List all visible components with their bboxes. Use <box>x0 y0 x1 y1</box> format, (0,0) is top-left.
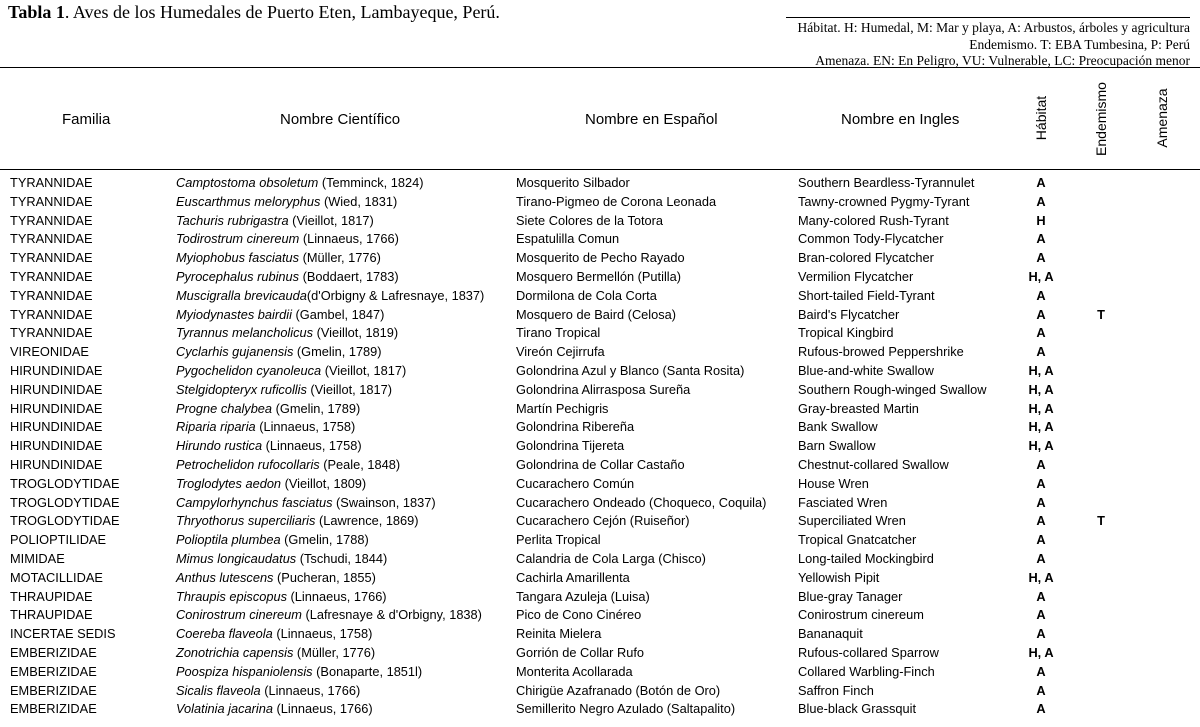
table-row <box>0 193 1200 212</box>
species-authority: (Vieillot, 1817) <box>306 381 392 397</box>
cell-nombre-ingles: Tropical Kingbird <box>798 325 894 341</box>
habitat-code: A <box>1036 663 1046 679</box>
table-row <box>0 343 1200 362</box>
cell-nombre-ingles: Yellowish Pipit <box>798 569 880 585</box>
cell-nombre-ingles: Superciliated Wren <box>798 513 906 529</box>
cell-nombre-ingles: Collared Warbling-Finch <box>798 663 935 679</box>
cell-nombre-cientifico <box>176 287 484 306</box>
cell-nombre-cientifico <box>176 362 406 381</box>
cell-nombre-espanol: Espatulilla Comun <box>516 231 620 247</box>
cell-nombre-ingles: Baird's Flycatcher <box>798 306 900 322</box>
cell-familia: HIRUNDINIDAE <box>10 362 103 378</box>
habitat-code: A <box>1036 250 1046 266</box>
species-authority: (Gambel, 1847) <box>291 306 385 322</box>
cell-nombre-ingles: Many-colored Rush-Tyrant <box>798 212 949 228</box>
habitat-code: A <box>1036 682 1046 698</box>
cell-nombre-espanol: Perlita Tropical <box>516 532 601 548</box>
cell-nombre-cientifico <box>176 230 399 249</box>
habitat-code: A <box>1036 513 1046 529</box>
cell-nombre-ingles: Short-tailed Field-Tyrant <box>798 287 935 303</box>
cell-nombre-cientifico <box>176 249 381 268</box>
cell-nombre-cientifico <box>176 174 424 193</box>
cell-nombre-espanol: Golondrina de Collar Castaño <box>516 456 685 472</box>
table-body <box>0 174 1200 719</box>
table-row <box>0 700 1200 719</box>
table-row <box>0 606 1200 625</box>
habitat-code: H, A <box>1028 268 1054 284</box>
species-name: Muscigralla brevicauda <box>176 287 307 303</box>
cell-nombre-ingles: Blue-black Grassquit <box>798 701 917 717</box>
habitat-code: H, A <box>1028 419 1054 435</box>
cell-nombre-cientifico <box>176 531 369 550</box>
cell-nombre-cientifico <box>176 381 392 400</box>
cell-nombre-cientifico <box>176 644 375 663</box>
habitat-code: H, A <box>1028 400 1054 416</box>
cell-familia: TYRANNIDAE <box>10 231 93 247</box>
species-authority: (Tschudi, 1844) <box>296 550 388 566</box>
cell-nombre-ingles: Bran-colored Flycatcher <box>798 250 934 266</box>
cell-nombre-espanol: Monterita Acollarada <box>516 663 633 679</box>
species-name: Thryothorus superciliaris <box>176 513 316 529</box>
cell-nombre-cientifico <box>176 550 387 569</box>
cell-nombre-cientifico <box>176 494 436 513</box>
habitat-code: A <box>1036 325 1046 341</box>
habitat-code: A <box>1036 231 1046 247</box>
cell-nombre-cientifico <box>176 456 400 475</box>
species-authority: (Linnaeus, 1758) <box>262 438 362 454</box>
species-name: Petrochelidon rufocollaris <box>176 456 320 472</box>
cell-nombre-ingles: Blue-and-white Swallow <box>798 362 934 378</box>
species-authority: (Linnaeus, 1766) <box>299 231 399 247</box>
species-authority: (Gmelin, 1789) <box>272 400 361 416</box>
cell-nombre-espanol: Cucarachero Cejón (Ruiseñor) <box>516 513 690 529</box>
cell-nombre-ingles: Conirostrum cinereum <box>798 607 924 623</box>
table-row <box>0 682 1200 701</box>
legend-divider <box>786 17 1190 18</box>
table-row <box>0 324 1200 343</box>
cell-familia: HIRUNDINIDAE <box>10 456 103 472</box>
header-nombre-espanol: Nombre en Español <box>585 111 718 128</box>
species-name: Coereba flaveola <box>176 626 273 642</box>
table-row <box>0 306 1200 325</box>
cell-nombre-espanol: Mosquerito Silbador <box>516 175 630 190</box>
habitat-code: A <box>1036 701 1046 717</box>
species-authority: (Vieillot, 1817) <box>321 362 407 378</box>
cell-familia: EMBERIZIDAE <box>10 682 97 698</box>
cell-nombre-espanol: Dormilona de Cola Corta <box>516 287 657 303</box>
cell-nombre-espanol: Mosquero de Baird (Celosa) <box>516 306 677 322</box>
cell-nombre-espanol: Pico de Cono Cinéreo <box>516 607 642 623</box>
cell-familia: TYRANNIDAE <box>10 268 93 284</box>
table-row <box>0 437 1200 456</box>
species-name: Cyclarhis gujanensis <box>176 344 294 360</box>
cell-nombre-ingles: Saffron Finch <box>798 682 874 698</box>
table-top-rule <box>0 67 1200 68</box>
table-row <box>0 230 1200 249</box>
species-name: Euscarthmus meloryphus <box>176 193 321 209</box>
cell-familia: EMBERIZIDAE <box>10 701 97 717</box>
species-authority: (Lawrence, 1869) <box>315 513 419 529</box>
species-authority: (Gmelin, 1789) <box>293 344 382 360</box>
species-name: Anthus lutescens <box>176 569 274 585</box>
cell-nombre-espanol: Tirano-Pigmeo de Corona Leonada <box>516 193 717 209</box>
legend <box>797 20 1190 70</box>
table-row <box>0 174 1200 193</box>
cell-nombre-ingles: Blue-gray Tanager <box>798 588 903 604</box>
cell-familia: TROGLODYTIDAE <box>10 475 120 491</box>
species-authority: (Müller, 1776) <box>299 250 381 266</box>
species-authority: (Linnaeus, 1766) <box>272 701 373 717</box>
species-name: Stelgidopteryx ruficollis <box>176 381 307 397</box>
cell-familia: TYRANNIDAE <box>10 287 93 303</box>
cell-nombre-espanol: Cucarachero Común <box>516 475 635 491</box>
species-name: Todirostrum cinereum <box>176 231 300 247</box>
cell-familia: MIMIDAE <box>10 550 65 566</box>
table-row <box>0 644 1200 663</box>
species-name: Troglodytes aedon <box>176 475 282 491</box>
species-authority: (Peale, 1848) <box>319 456 401 472</box>
habitat-code: A <box>1036 193 1046 209</box>
cell-nombre-espanol: Siete Colores de la Totora <box>516 212 664 228</box>
species-authority: (Temminck, 1824) <box>318 175 424 190</box>
cell-nombre-espanol: Chirigüe Azafranado (Botón de Oro) <box>516 682 721 698</box>
cell-nombre-cientifico <box>176 193 397 212</box>
cell-nombre-cientifico <box>176 268 399 287</box>
species-name: Campylorhynchus fasciatus <box>176 494 333 510</box>
species-name: Hirundo rustica <box>176 438 263 454</box>
cell-familia: INCERTAE SEDIS <box>10 626 116 642</box>
cell-nombre-espanol: Mosquero Bermellón (Putilla) <box>516 268 682 284</box>
cell-nombre-cientifico <box>176 400 360 419</box>
species-name: Myiodynastes bairdii <box>176 306 292 322</box>
cell-familia: THRAUPIDAE <box>10 588 93 604</box>
species-name: Progne chalybea <box>176 400 273 416</box>
table-row <box>0 456 1200 475</box>
habitat-code: H <box>1036 212 1046 228</box>
cell-nombre-cientifico <box>176 306 384 325</box>
cell-nombre-espanol: Calandria de Cola Larga (Chisco) <box>516 550 706 566</box>
species-authority: (Vieillot, 1817) <box>288 212 374 228</box>
cell-familia: TYRANNIDAE <box>10 193 93 209</box>
table-row <box>0 268 1200 287</box>
species-authority: (Pucheran, 1855) <box>273 569 376 585</box>
species-name: Myiophobus fasciatus <box>176 250 300 266</box>
cell-familia: TROGLODYTIDAE <box>10 513 120 529</box>
endemismo-code: T <box>1097 513 1105 529</box>
cell-nombre-cientifico <box>176 606 482 625</box>
habitat-code: H, A <box>1028 569 1054 585</box>
species-authority: (Gmelin, 1788) <box>280 532 369 548</box>
header-endemismo: Endemismo <box>1093 82 1109 156</box>
species-authority: (Wied, 1831) <box>320 193 398 209</box>
table-row <box>0 249 1200 268</box>
legend-endemismo: Endemismo. T: EBA Tumbesina, P: Perú <box>969 36 1190 52</box>
species-name: Polioptila plumbea <box>176 532 281 548</box>
endemismo-code: T <box>1097 306 1105 322</box>
habitat-code: A <box>1036 175 1046 190</box>
cell-nombre-cientifico <box>176 437 362 456</box>
habitat-code: A <box>1036 532 1046 548</box>
table-row <box>0 362 1200 381</box>
habitat-code: H, A <box>1028 362 1054 378</box>
cell-nombre-ingles: Common Tody-Flycatcher <box>798 231 944 247</box>
species-authority: (Bonaparte, 1851l) <box>312 663 423 679</box>
cell-nombre-cientifico <box>176 682 360 701</box>
cell-nombre-ingles: Tropical Gnatcatcher <box>798 532 917 548</box>
table-row <box>0 588 1200 607</box>
habitat-code: A <box>1036 550 1046 566</box>
species-name: Pyrocephalus rubinus <box>176 268 300 284</box>
cell-nombre-espanol: Golondrina Azul y Blanco (Santa Rosita) <box>516 362 745 378</box>
species-name: Volatinia jacarina <box>176 701 273 717</box>
species-name: Riparia riparia <box>176 419 256 435</box>
table-row <box>0 550 1200 569</box>
species-authority: (Linnaeus, 1758) <box>255 419 356 435</box>
cell-familia: TYRANNIDAE <box>10 325 93 341</box>
cell-nombre-ingles: Southern Rough-winged Swallow <box>798 381 987 397</box>
cell-nombre-cientifico <box>176 569 376 588</box>
cell-nombre-ingles: Gray-breasted Martin <box>798 400 919 416</box>
cell-nombre-cientifico <box>176 212 374 231</box>
habitat-code: H, A <box>1028 644 1054 660</box>
habitat-code: A <box>1036 306 1046 322</box>
habitat-code: A <box>1036 287 1046 303</box>
legend-amenaza: Amenaza. EN: En Peligro, VU: Vulnerable, LC: Preocupación menor <box>815 53 1190 68</box>
cell-familia: TROGLODYTIDAE <box>10 494 120 510</box>
cell-nombre-espanol: Reinita Mielera <box>516 626 602 642</box>
species-authority: (Linnaeus, 1758) <box>272 626 373 642</box>
cell-nombre-ingles: Long-tailed Mockingbird <box>798 550 934 566</box>
species-name: Tachuris rubrigastra <box>176 212 289 228</box>
table-header-rule <box>0 169 1200 170</box>
header-habitat: Hábitat <box>1033 95 1049 141</box>
header-familia: Familia <box>62 111 111 128</box>
cell-nombre-ingles: Fasciated Wren <box>798 494 888 510</box>
cell-familia: TYRANNIDAE <box>10 306 93 322</box>
table-row <box>0 663 1200 682</box>
cell-familia: POLIOPTILIDAE <box>10 532 107 548</box>
cell-nombre-cientifico <box>176 700 373 719</box>
cell-nombre-ingles: Southern Beardless-Tyrannulet <box>798 175 975 190</box>
header-amenaza: Amenaza <box>1154 88 1170 148</box>
cell-nombre-ingles: Barn Swallow <box>798 438 876 454</box>
species-authority: (Swainson, 1837) <box>332 494 436 510</box>
species-authority: (Linnaeus, 1766) <box>286 588 387 604</box>
cell-nombre-cientifico <box>176 663 422 682</box>
habitat-code: A <box>1036 607 1046 623</box>
species-authority: (Linnaeus, 1766) <box>260 682 361 698</box>
legend-habitat: Hábitat. H: Humedal, M: Mar y playa, A: Arbustos, árboles y agricultura <box>797 20 1190 35</box>
table-title <box>8 2 500 23</box>
table-row <box>0 512 1200 531</box>
cell-nombre-espanol: Tirano Tropical <box>516 325 601 341</box>
cell-familia: TYRANNIDAE <box>10 250 93 266</box>
cell-nombre-cientifico <box>176 343 382 362</box>
cell-nombre-espanol: Cucarachero Ondeado (Choqueco, Coquila) <box>516 494 767 510</box>
cell-nombre-espanol: Martín Pechigris <box>516 400 609 416</box>
table-row <box>0 381 1200 400</box>
cell-nombre-espanol: Gorrión de Collar Rufo <box>516 644 645 660</box>
cell-familia: HIRUNDINIDAE <box>10 400 103 416</box>
cell-nombre-ingles: Rufous-browed Peppershrike <box>798 344 964 360</box>
cell-nombre-cientifico <box>176 625 372 644</box>
cell-familia: EMBERIZIDAE <box>10 663 97 679</box>
species-name: Pygochelidon cyanoleuca <box>176 362 322 378</box>
species-name: Thraupis episcopus <box>176 588 287 604</box>
cell-familia: HIRUNDINIDAE <box>10 438 103 454</box>
cell-familia: TYRANNIDAE <box>10 175 93 190</box>
cell-nombre-espanol: Golondrina Ribereña <box>516 419 635 435</box>
cell-nombre-cientifico <box>176 324 398 343</box>
species-authority: (d'Orbigny & Lafresnaye, 1837) <box>306 287 485 303</box>
habitat-code: H, A <box>1028 438 1054 454</box>
species-authority: (Boddaert, 1783) <box>299 268 399 284</box>
habitat-code: A <box>1036 494 1046 510</box>
cell-nombre-ingles: Bananaquit <box>798 626 863 642</box>
cell-nombre-ingles: Bank Swallow <box>798 419 878 435</box>
cell-nombre-espanol: Vireón Cejirrufa <box>516 344 605 360</box>
cell-nombre-ingles: House Wren <box>798 475 869 491</box>
table-row <box>0 569 1200 588</box>
species-name: Tyrannus melancholicus <box>176 325 314 341</box>
species-name: Sicalis flaveola <box>176 682 261 698</box>
species-authority: (Lafresnaye & d'Orbigny, 1838) <box>301 607 482 623</box>
cell-familia: HIRUNDINIDAE <box>10 419 103 435</box>
cell-nombre-espanol: Semillerito Negro Azulado (Saltapalito) <box>516 701 736 717</box>
table-row <box>0 212 1200 231</box>
table-row <box>0 400 1200 419</box>
cell-nombre-espanol: Golondrina Alirrasposa Sureña <box>516 381 691 397</box>
cell-familia: EMBERIZIDAE <box>10 644 97 660</box>
table-row <box>0 475 1200 494</box>
cell-nombre-espanol: Tangara Azuleja (Luisa) <box>516 588 650 604</box>
cell-nombre-ingles: Rufous-collared Sparrow <box>798 644 939 660</box>
cell-familia: VIREONIDAE <box>10 344 89 360</box>
habitat-code: A <box>1036 456 1046 472</box>
species-authority: (Vieillot, 1809) <box>281 475 367 491</box>
table-number: Tabla 1 <box>8 2 65 22</box>
species-authority: (Müller, 1776) <box>293 644 376 660</box>
cell-nombre-cientifico <box>176 418 355 437</box>
habitat-code: A <box>1036 588 1046 604</box>
cell-nombre-ingles: Chestnut-collared Swallow <box>798 456 949 472</box>
cell-nombre-cientifico <box>176 588 387 607</box>
cell-familia: THRAUPIDAE <box>10 607 93 623</box>
species-name: Conirostrum cinereum <box>176 607 302 623</box>
habitat-code: H, A <box>1028 381 1054 397</box>
table-row <box>0 531 1200 550</box>
habitat-code: A <box>1036 344 1046 360</box>
species-name: Zonotrichia capensis <box>176 644 294 660</box>
species-authority: (Vieillot, 1819) <box>313 325 399 341</box>
species-name: Poospiza hispaniolensis <box>176 663 313 679</box>
table-row <box>0 494 1200 513</box>
header-nombre-ingles: Nombre en Ingles <box>841 111 960 128</box>
habitat-code: A <box>1036 475 1046 491</box>
cell-nombre-ingles: Vermilion Flycatcher <box>798 268 914 284</box>
table-row <box>0 287 1200 306</box>
habitat-code: A <box>1036 626 1046 642</box>
cell-nombre-cientifico <box>176 475 366 494</box>
table-caption: . Aves de los Humedales de Puerto Eten, Lambayeque, Perú. <box>64 2 500 22</box>
species-name: Mimus longicaudatus <box>176 550 297 566</box>
cell-familia: HIRUNDINIDAE <box>10 381 103 397</box>
cell-nombre-espanol: Cachirla Amarillenta <box>516 569 630 585</box>
header-nombre-cientifico: Nombre Científico <box>280 111 401 128</box>
table-row <box>0 625 1200 644</box>
species-name: Camptostoma obsoletum <box>176 175 319 190</box>
cell-familia: MOTACILLIDAE <box>10 569 103 585</box>
cell-nombre-espanol: Mosquerito de Pecho Rayado <box>516 250 685 266</box>
cell-familia: TYRANNIDAE <box>10 212 93 228</box>
table-row <box>0 418 1200 437</box>
cell-nombre-ingles: Tawny-crowned Pygmy-Tyrant <box>798 193 970 209</box>
cell-nombre-espanol: Golondrina Tijereta <box>516 438 625 454</box>
cell-nombre-cientifico <box>176 512 419 531</box>
